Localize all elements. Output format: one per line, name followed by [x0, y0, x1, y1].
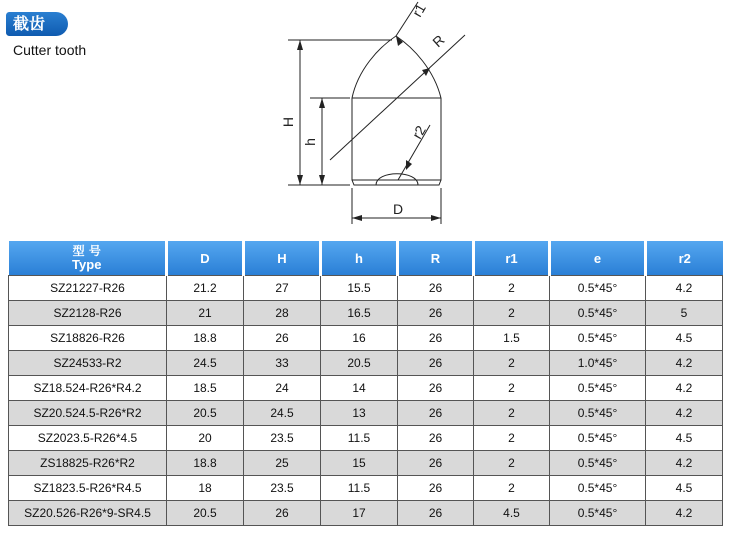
- table-row: [9, 326, 723, 351]
- cell-r: 26: [398, 501, 474, 526]
- table-row: [9, 451, 723, 476]
- header-r1: r1: [474, 241, 550, 276]
- cell-r: 26: [398, 351, 474, 376]
- cell-r1: 2: [474, 301, 550, 326]
- cell-type: SZ18826-R26: [9, 326, 167, 351]
- cell-e: 0.5*45°: [550, 326, 646, 351]
- header-e: e: [550, 241, 646, 276]
- cell-e: 0.5*45°: [550, 276, 646, 301]
- cell-r2: 4.2: [646, 401, 723, 426]
- cell-d: 18.8: [167, 326, 244, 351]
- cell-h: 13: [321, 401, 398, 426]
- table-row: [9, 476, 723, 501]
- cell-h: 15.5: [321, 276, 398, 301]
- cell-r: 26: [398, 276, 474, 301]
- label-R: R: [429, 31, 448, 51]
- section-badge: 截齿: [6, 12, 68, 36]
- cell-r: 26: [398, 301, 474, 326]
- cell-r: 26: [398, 476, 474, 501]
- cell-h: 20.5: [321, 351, 398, 376]
- table-row: [9, 401, 723, 426]
- cell-r2: 4.5: [646, 326, 723, 351]
- spec-table: [8, 241, 723, 526]
- table-row: [9, 301, 723, 326]
- header-type-cn: 型 号: [72, 244, 101, 258]
- cell-r2: 4.5: [646, 426, 723, 451]
- cell-h: 14: [321, 376, 398, 401]
- cell-r2: 4.2: [646, 276, 723, 301]
- header-R: R: [398, 241, 474, 276]
- cell-type: SZ2023.5-R26*4.5: [9, 426, 167, 451]
- cell-h: 24.5: [244, 401, 321, 426]
- cell-h: 26: [244, 326, 321, 351]
- cell-r1: 2: [474, 476, 550, 501]
- cell-type: SZ1823.5-R26*R4.5: [9, 476, 167, 501]
- table-row: [9, 376, 723, 401]
- cell-r1: 2: [474, 276, 550, 301]
- cell-h: 15: [321, 451, 398, 476]
- header-D: D: [167, 241, 244, 276]
- table-header-row: [9, 241, 723, 276]
- cell-r1: 4.5: [474, 501, 550, 526]
- cell-h: 23.5: [244, 426, 321, 451]
- cell-d: 20.5: [167, 501, 244, 526]
- cell-d: 20.5: [167, 401, 244, 426]
- cell-e: 0.5*45°: [550, 401, 646, 426]
- cell-r: 26: [398, 401, 474, 426]
- label-r1: r1: [408, 0, 429, 20]
- cell-h: 11.5: [321, 426, 398, 451]
- cell-r: 26: [398, 376, 474, 401]
- cell-r1: 2: [474, 426, 550, 451]
- cell-d: 18: [167, 476, 244, 501]
- header-H: H: [244, 241, 321, 276]
- cell-h: 23.5: [244, 476, 321, 501]
- cell-type: SZ20.524.5-R26*R2: [9, 401, 167, 426]
- cell-d: 18.8: [167, 451, 244, 476]
- header-h: h: [321, 241, 398, 276]
- cell-r1: 2: [474, 351, 550, 376]
- cell-r: 26: [398, 326, 474, 351]
- cell-e: 0.5*45°: [550, 426, 646, 451]
- cell-r2: 4.2: [646, 451, 723, 476]
- cell-r2: 4.2: [646, 376, 723, 401]
- cell-e: 1.0*45°: [550, 351, 646, 376]
- cell-r1: 2: [474, 376, 550, 401]
- cell-r2: 4.2: [646, 351, 723, 376]
- cell-h: 33: [244, 351, 321, 376]
- cell-r1: 2: [474, 451, 550, 476]
- table-row: [9, 426, 723, 451]
- header-r2: r2: [646, 241, 723, 276]
- cell-h: 16: [321, 326, 398, 351]
- header-type-en: Type: [72, 257, 102, 272]
- cell-type: SZ21227-R26: [9, 276, 167, 301]
- cell-d: 20: [167, 426, 244, 451]
- cell-h: 11.5: [321, 476, 398, 501]
- table-row: [9, 276, 723, 301]
- cell-e: 0.5*45°: [550, 451, 646, 476]
- cell-h: 17: [321, 501, 398, 526]
- cell-type: SZ18.524-R26*R4.2: [9, 376, 167, 401]
- cell-r2: 5: [646, 301, 723, 326]
- cell-type: SZ2128-R26: [9, 301, 167, 326]
- header-type: [9, 241, 167, 276]
- label-H: H: [280, 116, 296, 128]
- cell-d: 21.2: [167, 276, 244, 301]
- cell-e: 0.5*45°: [550, 376, 646, 401]
- cell-r1: 2: [474, 401, 550, 426]
- cell-h: 25: [244, 451, 321, 476]
- cell-d: 24.5: [167, 351, 244, 376]
- cell-type: SZ24533-R2: [9, 351, 167, 376]
- label-h: h: [302, 138, 318, 146]
- cell-r2: 4.5: [646, 476, 723, 501]
- cell-e: 0.5*45°: [550, 301, 646, 326]
- cell-h: 28: [244, 301, 321, 326]
- table-body: [9, 276, 723, 526]
- label-r2: r2: [408, 122, 429, 142]
- cell-h: 26: [244, 501, 321, 526]
- table-row: [9, 351, 723, 376]
- cell-e: 0.5*45°: [550, 501, 646, 526]
- cell-h: 24: [244, 376, 321, 401]
- cell-d: 21: [167, 301, 244, 326]
- cell-h: 16.5: [321, 301, 398, 326]
- section-subtitle: Cutter tooth: [13, 42, 87, 58]
- cell-type: SZ20.526-R26*9-SR4.5: [9, 501, 167, 526]
- cell-r1: 1.5: [474, 326, 550, 351]
- table-row: [9, 501, 723, 526]
- cell-r: 26: [398, 426, 474, 451]
- label-D: D: [392, 201, 404, 217]
- cutter-tooth-drawing: [270, 0, 470, 232]
- cell-h: 27: [244, 276, 321, 301]
- cell-r: 26: [398, 451, 474, 476]
- cell-r2: 4.2: [646, 501, 723, 526]
- cell-type: ZS18825-R26*R2: [9, 451, 167, 476]
- cell-e: 0.5*45°: [550, 476, 646, 501]
- cell-d: 18.5: [167, 376, 244, 401]
